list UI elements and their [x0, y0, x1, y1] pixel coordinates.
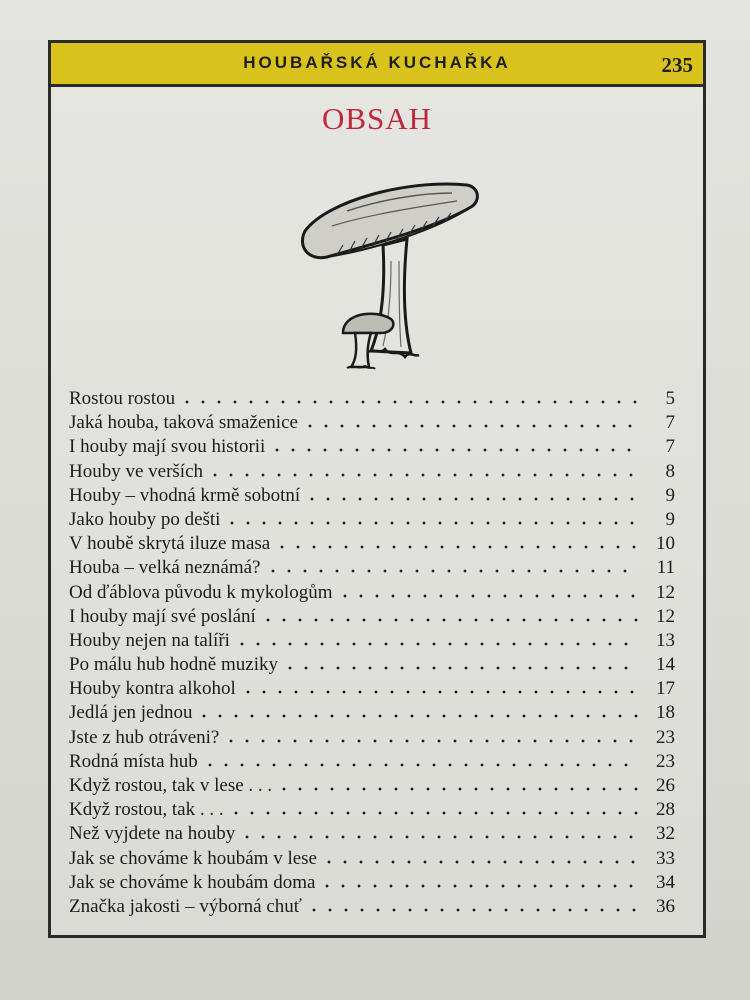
- toc-leader-dots: [179, 390, 639, 404]
- toc-entry-page: 8: [665, 460, 675, 482]
- toc-entry-page: 18: [656, 702, 675, 724]
- toc-entry-page: 10: [656, 533, 675, 555]
- toc-leader-dots: [196, 704, 639, 718]
- toc-leader-dots: [265, 559, 640, 573]
- toc-entry: [69, 412, 675, 436]
- toc-entry-page: 23: [656, 726, 675, 748]
- toc-entry-page: 17: [656, 678, 675, 700]
- toc-leader-dots: [282, 656, 639, 670]
- table-of-contents: [69, 388, 675, 920]
- toc-leader-dots: [319, 874, 639, 888]
- toc-entry: [69, 606, 675, 630]
- toc-entry-title: Od ďáblova původu k mykologům: [69, 581, 333, 603]
- mushroom-illustration-icon: [287, 171, 487, 371]
- toc-entry-page: 33: [656, 847, 675, 869]
- toc-entry: [69, 630, 675, 654]
- toc-leader-dots: [223, 729, 639, 743]
- toc-entry: [69, 485, 675, 509]
- toc-entry: [69, 436, 675, 460]
- page-number: 235: [661, 53, 693, 77]
- section-title: OBSAH: [321, 101, 433, 136]
- toc-entry: [69, 872, 675, 896]
- toc-leader-dots: [337, 584, 640, 598]
- toc-entry: [69, 702, 675, 726]
- toc-entry-page: 5: [665, 388, 675, 409]
- toc-entry-page: 9: [665, 484, 675, 506]
- toc-leader-dots: [207, 463, 639, 477]
- toc-entry: [69, 678, 675, 702]
- toc-entry-title: I houby mají své poslání: [69, 605, 256, 627]
- toc-entry-page: 7: [665, 436, 675, 458]
- toc-leader-dots: [269, 438, 639, 452]
- toc-entry-title: Houby kontra alkohol: [69, 678, 236, 700]
- toc-entry: [69, 848, 675, 872]
- toc-leader-dots: [304, 487, 639, 501]
- toc-leader-dots: [274, 535, 639, 549]
- toc-entry: [69, 896, 675, 920]
- toc-entry-title: Jak se chováme k houbám doma: [69, 871, 316, 893]
- toc-entry: [69, 751, 675, 775]
- toc-entry-page: 36: [656, 895, 675, 917]
- toc-leader-dots: [202, 753, 639, 767]
- book-title: HOUBAŘSKÁ KUCHAŘKA: [243, 53, 511, 72]
- toc-entry-title: Rostou rostou: [69, 388, 176, 409]
- toc-leader-dots: [276, 777, 639, 791]
- toc-entry: [69, 461, 675, 485]
- toc-entry-page: 28: [656, 799, 675, 821]
- toc-leader-dots: [321, 850, 639, 864]
- toc-entry-title: Jako houby po dešti: [69, 508, 221, 530]
- toc-entry-title: Jedlá jen jednou: [69, 702, 193, 724]
- toc-leader-dots: [224, 511, 639, 525]
- toc-entry-title: Když rostou, tak v lese . . .: [69, 775, 273, 796]
- toc-entry-title: Když rostou, tak . . .: [69, 799, 224, 821]
- toc-entry-title: Houby – vhodná krmě sobotní: [69, 484, 301, 506]
- toc-entry: [69, 533, 675, 557]
- toc-entry-page: 32: [656, 823, 675, 845]
- toc-entry-title: I houby mají svou historii: [69, 436, 266, 458]
- toc-entry-page: 7: [665, 412, 675, 434]
- toc-entry: [69, 654, 675, 678]
- toc-entry: [69, 775, 675, 799]
- toc-entry: [69, 823, 675, 847]
- toc-entry-page: 23: [656, 750, 675, 772]
- toc-entry-title: Houba – velká neznámá?: [69, 557, 261, 579]
- toc-entry-page: 11: [656, 557, 675, 579]
- toc-leader-dots: [234, 632, 639, 646]
- toc-leader-dots: [260, 608, 639, 622]
- toc-entry-title: V houbě skrytá iluze masa: [69, 533, 271, 555]
- toc-entry: [69, 582, 675, 606]
- toc-entry-page: 12: [656, 605, 675, 627]
- toc-entry-page: 12: [656, 581, 675, 603]
- toc-entry-title: Houby ve verších: [69, 460, 204, 482]
- toc-leader-dots: [228, 801, 639, 815]
- toc-entry-page: 13: [656, 629, 675, 651]
- toc-entry-title: Jste z hub otráveni?: [69, 726, 220, 748]
- toc-entry-title: Po málu hub hodně muziky: [69, 654, 278, 676]
- toc-leader-dots: [240, 680, 639, 694]
- toc-entry: [69, 727, 675, 751]
- toc-entry-title: Značka jakosti – výborná chuť: [69, 895, 302, 917]
- toc-entry-title: Houby nejen na talíři: [69, 629, 230, 651]
- toc-entry-page: 9: [665, 508, 675, 530]
- toc-leader-dots: [302, 414, 639, 428]
- toc-leader-dots: [239, 825, 639, 839]
- toc-entry: [69, 388, 675, 412]
- toc-entry-title: Rodná místa hub: [69, 750, 198, 772]
- toc-entry-title: Jaká houba, taková smaženice: [69, 412, 298, 434]
- toc-entry-page: 26: [656, 775, 675, 796]
- toc-entry-page: 14: [656, 654, 675, 676]
- toc-leader-dots: [306, 898, 639, 912]
- toc-entry: [69, 557, 675, 581]
- toc-entry-title: Jak se chováme k houbám v lese: [69, 847, 317, 869]
- toc-entry-page: 34: [656, 871, 675, 893]
- toc-entry: [69, 799, 675, 823]
- toc-entry-title: Než vyjdete na houby: [69, 823, 236, 845]
- running-header: [51, 43, 703, 87]
- toc-entry: [69, 509, 675, 533]
- page-frame: [48, 40, 706, 938]
